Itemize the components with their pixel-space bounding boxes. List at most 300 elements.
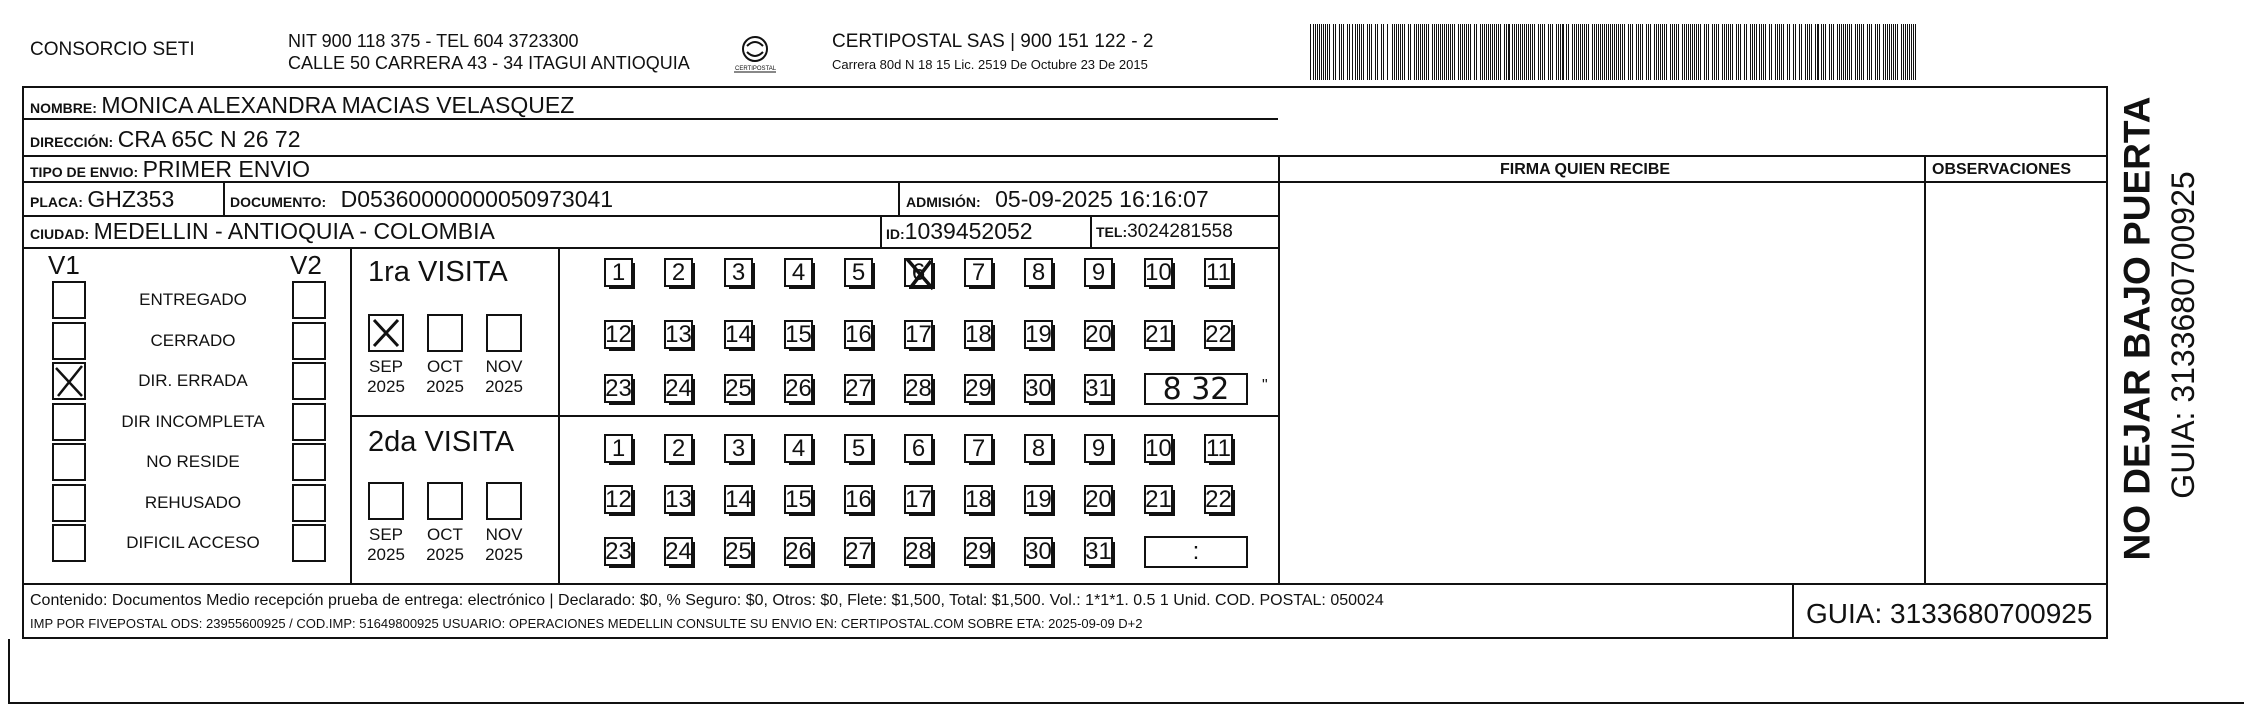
day-box[interactable] <box>1084 434 1113 463</box>
tel-value: 3024281558 <box>1127 221 1233 242</box>
barcode-bar <box>1763 24 1764 80</box>
month-checkbox[interactable] <box>486 314 522 352</box>
day-number: 31 <box>1085 374 1112 402</box>
day-box[interactable] <box>964 258 993 287</box>
barcode-bar <box>1738 24 1739 80</box>
day-box[interactable] <box>664 374 693 403</box>
day-number: 8 <box>1031 434 1046 462</box>
status-v1-checkbox[interactable] <box>52 403 86 441</box>
admision-sep <box>898 181 900 215</box>
day-box[interactable] <box>1144 320 1173 349</box>
day-box[interactable] <box>784 320 813 349</box>
status-v2-checkbox[interactable] <box>292 443 326 481</box>
barcode-bar <box>1542 24 1543 80</box>
logo-text: CERTIPOSTAL <box>735 66 777 72</box>
direccion-row <box>30 128 301 151</box>
barcode-bar <box>1883 24 1884 80</box>
day-box[interactable] <box>664 320 693 349</box>
day-box[interactable] <box>784 258 813 287</box>
placa-row <box>30 188 174 211</box>
day-box[interactable] <box>844 320 873 349</box>
barcode-bar <box>1524 24 1525 80</box>
day-box[interactable] <box>964 320 993 349</box>
barcode-bar <box>1650 24 1651 80</box>
day-box[interactable] <box>904 258 933 287</box>
barcode-bar <box>1779 24 1780 80</box>
barcode-bar <box>1578 24 1579 80</box>
barcode-bar <box>1913 24 1914 80</box>
barcode-bar <box>1568 24 1569 80</box>
barcode-bar <box>1666 24 1667 80</box>
documento-row <box>230 188 613 211</box>
day-number: 25 <box>725 537 752 565</box>
time-mark: " <box>1262 377 1268 394</box>
firma-left-border <box>1278 155 1280 585</box>
outer-right <box>2106 86 2108 639</box>
barcode-bar <box>1740 24 1741 80</box>
barcode-bar <box>1464 24 1465 80</box>
barcode-bar <box>1321 24 1322 80</box>
barcode-bar <box>1420 24 1421 80</box>
day-box[interactable] <box>1144 258 1173 287</box>
month-label: OCT <box>427 357 463 376</box>
barcode-bar <box>1514 24 1515 80</box>
admision-value: 05-09-2025 16:16:07 <box>995 186 1209 212</box>
barcode-bar <box>1526 24 1527 80</box>
day-box[interactable] <box>1204 258 1233 287</box>
day-box[interactable] <box>904 374 933 403</box>
barcode-bar <box>1911 24 1912 80</box>
barcode-bar <box>1837 24 1838 80</box>
barcode-bar <box>1544 24 1545 80</box>
status-v1-checkbox[interactable] <box>52 362 86 400</box>
day-box[interactable] <box>844 258 873 287</box>
day-number: 29 <box>965 374 992 402</box>
barcode-bar <box>1670 24 1671 80</box>
barcode-bar <box>1698 24 1699 80</box>
outer-left <box>22 86 24 639</box>
outer-top <box>22 86 2108 88</box>
footer-guia: GUIA: 3133680700925 <box>1806 598 2093 629</box>
status-v2-checkbox[interactable] <box>292 403 326 441</box>
barcode-bar <box>1566 24 1567 80</box>
barcode-bar <box>1476 24 1477 80</box>
barcode-bar <box>1359 24 1360 80</box>
barcode-bar <box>1482 24 1483 80</box>
day-box[interactable] <box>904 320 933 349</box>
status-v1-checkbox[interactable] <box>52 443 86 481</box>
barcode-bar <box>1851 24 1852 80</box>
day-box[interactable] <box>1024 485 1053 514</box>
barcode-bar <box>1323 24 1324 80</box>
day-box[interactable] <box>1084 374 1113 403</box>
barcode-bar <box>1706 24 1707 80</box>
direccion-label: DIRECCIÓN: <box>30 134 114 150</box>
day-number: 27 <box>845 374 872 402</box>
status-v1-checkbox[interactable] <box>52 322 86 360</box>
day-number: 26 <box>785 374 812 402</box>
barcode-bar <box>1708 24 1709 80</box>
day-box[interactable] <box>784 434 813 463</box>
day-box[interactable] <box>724 537 753 566</box>
barcode-bar <box>1584 24 1585 80</box>
barcode-bar <box>1480 24 1481 80</box>
day-box[interactable] <box>844 374 873 403</box>
day-number: 21 <box>1145 485 1172 513</box>
barcode-bar <box>1829 24 1830 80</box>
day-box[interactable] <box>724 258 753 287</box>
barcode-bar <box>1799 24 1800 80</box>
day-number: 7 <box>971 434 986 462</box>
day-box[interactable] <box>604 434 633 463</box>
barcode-bar <box>1574 24 1575 80</box>
barcode-bar <box>1598 24 1599 80</box>
barcode-bar <box>1775 24 1776 80</box>
month-checkbox[interactable] <box>368 314 404 352</box>
admision-row <box>906 188 1209 211</box>
barcode-bar <box>1586 24 1587 80</box>
barcode-bar <box>1588 24 1589 80</box>
status-option-label: DIR. ERRADA <box>138 371 248 390</box>
obs-left-border <box>1924 155 1926 585</box>
barcode-bar <box>1440 24 1441 80</box>
status-v2-checkbox[interactable] <box>292 281 326 319</box>
barcode-bar <box>1732 24 1733 80</box>
barcode-bar <box>1843 24 1844 80</box>
day-box[interactable] <box>1084 485 1113 514</box>
barcode-bar <box>1347 24 1348 80</box>
day-box[interactable] <box>844 434 873 463</box>
barcode-bar <box>1640 24 1641 80</box>
status-option-label: ENTREGADO <box>139 290 247 309</box>
day-number: 28 <box>905 374 932 402</box>
status-v2-checkbox[interactable] <box>292 524 326 562</box>
status-v2-checkbox[interactable] <box>292 484 326 522</box>
barcode-bar <box>1628 24 1629 80</box>
barcode-bar <box>1877 24 1878 80</box>
day-box[interactable] <box>1024 258 1053 287</box>
barcode-bar <box>1438 24 1439 80</box>
day-box[interactable] <box>604 537 633 566</box>
nombre-value: MONICA ALEXANDRA MACIAS VELASQUEZ <box>101 92 575 118</box>
barcode-bar <box>1432 24 1433 80</box>
barcode-bar <box>1714 24 1715 80</box>
barcode-bar <box>1648 24 1649 80</box>
barcode-bar <box>1355 24 1356 80</box>
barcode-bar <box>1594 24 1595 80</box>
day-box[interactable] <box>604 258 633 287</box>
day-number: 2 <box>671 434 686 462</box>
barcode-bar <box>1528 24 1529 80</box>
barcode-bar <box>1608 24 1609 80</box>
day-box[interactable] <box>1204 320 1233 349</box>
barcode-bar <box>1771 24 1772 80</box>
barcode-bar <box>1387 24 1388 80</box>
barcode-bar <box>1831 24 1832 80</box>
tel-label: TEL: <box>1096 224 1128 240</box>
barcode-bar <box>1746 24 1747 80</box>
tipo-label: TIPO DE ENVIO: <box>30 164 139 180</box>
barcode-bar <box>1498 24 1499 80</box>
barcode-bar <box>1632 24 1633 80</box>
status-v1-checkbox[interactable] <box>52 484 86 522</box>
status-v1-checkbox[interactable] <box>52 281 86 319</box>
barcode-bar <box>1692 24 1693 80</box>
barcode-bar <box>1319 24 1320 80</box>
day-number: 1 <box>611 434 626 462</box>
footer-line2: IMP POR FIVEPOSTAL ODS: 23955600925 / COD.IMP: 51649800925 USUARIO: OPERACIONES MEDELLIN CONSULTE SU ENVIO EN: CERTIPOSTAL.COM SOBRE ETA: 2025-09-09 D+2 <box>30 616 1143 631</box>
barcode-bar <box>1349 24 1350 80</box>
barcode-bar <box>1610 24 1611 80</box>
time-box[interactable] <box>1144 373 1248 405</box>
barcode-bar <box>1861 24 1862 80</box>
barcode-bar <box>1394 24 1395 80</box>
barcode-bar <box>1781 24 1782 80</box>
day-box[interactable] <box>664 485 693 514</box>
barcode-bar <box>1893 24 1894 80</box>
barcode-bar <box>1716 24 1717 80</box>
barcode-bar <box>1434 24 1435 80</box>
barcode-bar <box>1530 24 1531 80</box>
month-label: OCT <box>427 525 463 544</box>
barcode-bar <box>1809 24 1810 80</box>
day-number: 23 <box>605 537 632 565</box>
barcode-bar <box>1402 24 1403 80</box>
barcode-bar <box>1855 24 1856 80</box>
nombre-row <box>30 94 574 117</box>
day-box[interactable] <box>604 320 633 349</box>
direccion-value: CRA 65C N 26 72 <box>117 126 301 152</box>
day-box[interactable] <box>784 537 813 566</box>
year-label: 2025 <box>367 377 405 396</box>
barcode-bar <box>1490 24 1491 80</box>
day-number: 27 <box>845 537 872 565</box>
day-number: 10 <box>1145 434 1172 462</box>
barcode-bar <box>1789 24 1790 80</box>
barcode-bar <box>1335 24 1336 80</box>
day-number: 8 <box>1031 258 1046 286</box>
day-number: 17 <box>905 320 932 348</box>
barcode-bar <box>1375 24 1376 80</box>
day-number: 24 <box>665 374 692 402</box>
day-box[interactable] <box>724 434 753 463</box>
time-value: : <box>1192 538 1200 565</box>
barcode-bar <box>1327 24 1328 80</box>
day-box[interactable] <box>604 374 633 403</box>
day-box[interactable] <box>724 485 753 514</box>
day-box[interactable] <box>1204 485 1233 514</box>
barcode-bar <box>1654 24 1655 80</box>
firma-header: FIRMA QUIEN RECIBE <box>1500 161 1671 178</box>
day-box[interactable] <box>904 434 933 463</box>
barcode-bar <box>1841 24 1842 80</box>
month-label: NOV <box>485 357 523 376</box>
barcode-bar <box>1400 24 1401 80</box>
barcode-bar <box>1357 24 1358 80</box>
day-box[interactable] <box>664 258 693 287</box>
day-number: 18 <box>965 320 992 348</box>
barcode-bar <box>1518 24 1519 80</box>
barcode-bar <box>1897 24 1898 80</box>
month-label: NOV <box>485 525 523 544</box>
barcode-bar <box>1905 24 1906 80</box>
barcode-bar <box>1658 24 1659 80</box>
barcode-bar <box>1867 24 1868 80</box>
day-number: 9 <box>1091 434 1106 462</box>
day-box[interactable] <box>1024 537 1053 566</box>
barcode-bar <box>1624 24 1625 80</box>
barcode-bar <box>1674 24 1675 80</box>
day-box[interactable] <box>1204 434 1233 463</box>
day-box[interactable] <box>1024 320 1053 349</box>
barcode-bar <box>1450 24 1451 80</box>
day-number: 23 <box>605 374 632 402</box>
day-number: 21 <box>1145 320 1172 348</box>
certipostal-sub: Carrera 80d N 18 15 Lic. 2519 De Octubre 23 De 2015 <box>832 57 1148 72</box>
day-box[interactable] <box>1084 258 1113 287</box>
barcode-bar <box>1724 24 1725 80</box>
barcode-bar <box>1783 24 1784 80</box>
day-check-mark <box>903 255 939 300</box>
certipostal-line: CERTIPOSTAL SAS | 900 151 122 - 2 <box>832 31 1154 52</box>
day-number: 14 <box>725 320 752 348</box>
day-box[interactable] <box>1024 434 1053 463</box>
day-number: 18 <box>965 485 992 513</box>
month-checkbox[interactable] <box>486 482 522 520</box>
barcode-bar <box>1448 24 1449 80</box>
side-no-dejar: NO DEJAR BAJO PUERTA <box>2116 96 2158 561</box>
barcode-bar <box>1343 24 1344 80</box>
day-box[interactable] <box>964 537 993 566</box>
barcode-bar <box>1722 24 1723 80</box>
day-box[interactable] <box>904 485 933 514</box>
status-option-label: NO RESIDE <box>146 452 240 471</box>
tipo-row <box>30 158 310 181</box>
day-box[interactable] <box>784 485 813 514</box>
barcode-bar <box>1660 24 1661 80</box>
barcode-bar <box>1383 24 1384 80</box>
barcode-bar <box>1759 24 1760 80</box>
day-box[interactable] <box>964 434 993 463</box>
barcode-bar <box>1688 24 1689 80</box>
barcode-bar <box>1756 24 1757 80</box>
day-box[interactable] <box>664 434 693 463</box>
guia-sep <box>1792 583 1794 639</box>
barcode-bar <box>1696 24 1697 80</box>
barcode-bar <box>1363 24 1364 80</box>
documento-value: D05360000000050973041 <box>340 186 614 212</box>
barcode-bar <box>1317 24 1318 80</box>
day-box[interactable] <box>964 374 993 403</box>
visit2-title: 2da VISITA <box>368 426 515 458</box>
day-number: 10 <box>1145 258 1172 286</box>
day-box[interactable] <box>724 320 753 349</box>
barcode-bar <box>1310 24 1311 80</box>
barcode-bar <box>1484 24 1485 80</box>
barcode-bar <box>1488 24 1489 80</box>
barcode-bar <box>1815 24 1816 80</box>
status-v2-checkbox[interactable] <box>292 322 326 360</box>
barcode-bar <box>1744 24 1745 80</box>
barcode-bar <box>1522 24 1523 80</box>
footer-line <box>22 583 2108 585</box>
day-box[interactable] <box>904 537 933 566</box>
barcode-bar <box>1638 24 1639 80</box>
status-option-label: DIFICIL ACCESO <box>126 533 260 552</box>
day-box[interactable] <box>1084 537 1113 566</box>
month-checkbox[interactable] <box>427 314 463 352</box>
barcode-bar <box>1769 24 1770 80</box>
barcode-bar <box>1849 24 1850 80</box>
barcode-bar <box>1845 24 1846 80</box>
time-box[interactable] <box>1144 536 1248 568</box>
status-v1-checkbox[interactable] <box>52 524 86 562</box>
barcode-bar <box>1606 24 1607 80</box>
observaciones-header: OBSERVACIONES <box>1932 161 2071 178</box>
day-number: 3 <box>731 258 746 286</box>
status-v2-checkbox[interactable] <box>292 362 326 400</box>
barcode-bar <box>1712 24 1713 80</box>
day-number: 19 <box>1025 485 1052 513</box>
day-box[interactable] <box>844 537 873 566</box>
day-box[interactable] <box>1144 485 1173 514</box>
barcode-bar <box>1662 24 1663 80</box>
day-box[interactable] <box>784 374 813 403</box>
month-checkbox[interactable] <box>427 482 463 520</box>
day-number: 15 <box>785 485 812 513</box>
day-box[interactable] <box>844 485 873 514</box>
barcode-bar <box>1313 24 1314 80</box>
day-number: 30 <box>1025 374 1052 402</box>
barcode-bar <box>1664 24 1665 80</box>
day-number: 13 <box>665 485 692 513</box>
day-number: 4 <box>791 434 806 462</box>
barcode-bar <box>1811 24 1812 80</box>
barcode-bar <box>1839 24 1840 80</box>
day-box[interactable] <box>604 485 633 514</box>
status-option-label: DIR INCOMPLETA <box>121 411 265 431</box>
barcode-bar <box>1466 24 1467 80</box>
day-box[interactable] <box>724 374 753 403</box>
day-box[interactable] <box>1024 374 1053 403</box>
placa-value: GHZ353 <box>87 186 175 212</box>
day-box[interactable] <box>1144 434 1173 463</box>
barcode-bar <box>1869 24 1870 80</box>
barcode-bar <box>1700 24 1701 80</box>
tel-row <box>1096 222 1233 241</box>
barcode-bar <box>1676 24 1677 80</box>
day-number: 28 <box>905 537 932 565</box>
day-box[interactable] <box>664 537 693 566</box>
day-box[interactable] <box>964 485 993 514</box>
day-number: 3 <box>731 434 746 462</box>
barcode-bar <box>1636 24 1637 80</box>
barcode-bar <box>1823 24 1824 80</box>
barcode-bar <box>1903 24 1904 80</box>
month-checkbox[interactable] <box>368 482 404 520</box>
day-number: 26 <box>785 537 812 565</box>
day-number: 12 <box>605 485 632 513</box>
barcode-bar <box>1891 24 1892 80</box>
day-number: 22 <box>1205 485 1232 513</box>
barcode-bar <box>1596 24 1597 80</box>
barcode-bar <box>1718 24 1719 80</box>
status-option-label: REHUSADO <box>144 492 242 512</box>
day-box[interactable] <box>1084 320 1113 349</box>
barcode-bar <box>1761 24 1762 80</box>
visit-sep <box>350 415 1278 417</box>
barcode-bar <box>1562 24 1564 80</box>
